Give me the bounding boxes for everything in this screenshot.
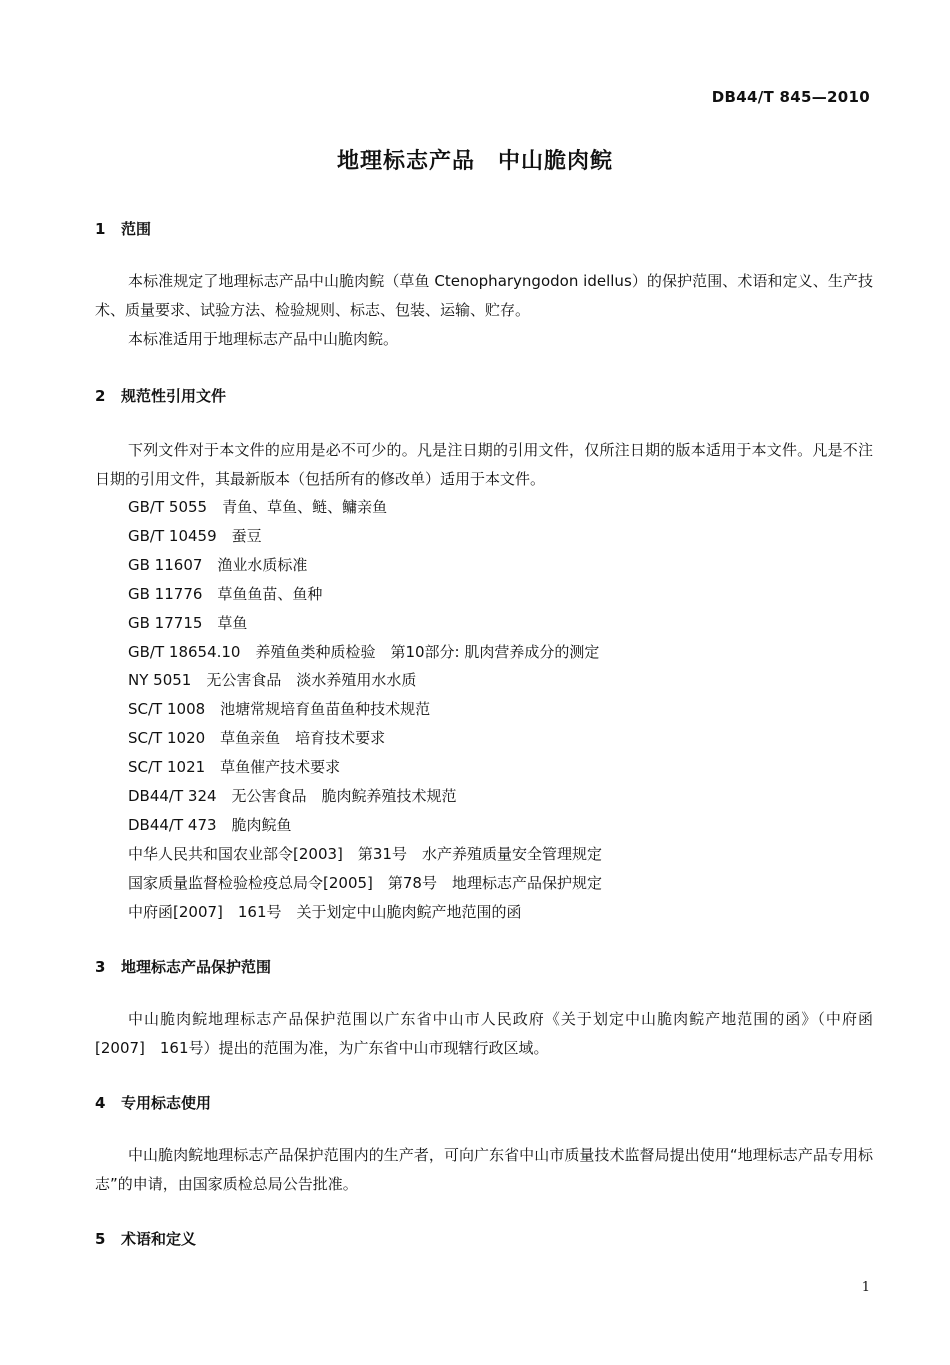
reference-item: DB44/T 473 脆肉鲩鱼 [128,815,292,834]
page-number: 1 [861,1280,870,1295]
reference-item: SC/T 1008 池塘常规培育鱼苗鱼种技术规范 [128,700,431,719]
section-5-heading [95,1228,196,1249]
section-4-heading [95,1092,211,1113]
document-title: 地理标志产品 中山脆肉鲩 [336,149,613,174]
reference-item: 中府函[2007] 161号 关于划定中山脆肉鲩产地范围的函 [128,902,522,921]
reference-item: GB/T 10459 蚕豆 [128,526,262,545]
section-1-heading [95,218,151,239]
section-number: 5 [95,1230,106,1248]
reference-item: GB/T 18654.10 养殖鱼类种质检验 第10部分: 肌肉营养成分的测定 [128,642,600,661]
section-number: 3 [95,958,106,976]
document-code: DB44/T 845—2010 [711,88,870,106]
section-number: 4 [95,1094,106,1112]
section-1-paragraph-1: 本标准规定了地理标志产品中山脆肉鲩（草鱼 Ctenopharyngodon idellus）的保护范围、术语和定义、生产技术、质量要求、试验方法、检验规则、标志、包装、运输、贮存。 [95,272,873,319]
reference-item: 中华人民共和国农业部令[2003] 第31号 水产养殖质量安全管理规定 [128,844,602,863]
reference-item: 国家质量监督检验检疫总局令[2005] 第78号 地理标志产品保护规定 [128,873,602,892]
section-1-paragraph-2: 本标准适用于地理标志产品中山脆肉鲩。 [128,330,399,348]
reference-item: DB44/T 324 无公害食品 脆肉鲩养殖技术规范 [128,787,457,806]
reference-item: GB/T 5055 青鱼、草鱼、鲢、鳙亲鱼 [128,498,388,516]
reference-item: GB 17715 草鱼 [128,613,248,632]
section-title: 专用标志使用 [121,1094,212,1112]
section-number: 2 [95,387,106,405]
section-title: 范围 [121,220,152,238]
section-2-heading [95,385,226,406]
section-2-paragraph-1: 下列文件对于本文件的应用是必不可少的。凡是注日期的引用文件，仅所注日期的版本适用于本文件。凡是不注日期的引用文件，其最新版本（包括所有的修改单）适用于本文件。 [95,441,873,488]
section-number: 1 [95,220,106,238]
reference-item: SC/T 1021 草鱼催产技术要求 [128,758,341,777]
section-title: 规范性引用文件 [121,387,227,405]
reference-item: NY 5051 无公害食品 淡水养殖用水水质 [128,671,417,690]
section-3-heading [95,956,271,977]
section-4-paragraph-1: 中山脆肉鲩地理标志产品保护范围内的生产者，可向广东省中山市质量技术监督局提出使用“地理标志产品专用标志”的申请，由国家质检总局公告批准。 [95,1146,873,1193]
section-title: 地理标志产品保护范围 [121,958,272,976]
section-3-paragraph-1: 中山脆肉鲩地理标志产品保护范围以广东省中山市人民政府《关于划定中山脆肉鲩产地范围的函》（中府函[2007] 161号）提出的范围为准，为广东省中山市现辖行政区域。 [95,1010,873,1057]
reference-list [128,493,602,927]
section-title: 术语和定义 [121,1230,197,1248]
reference-item: GB 11607 渔业水质标准 [128,555,308,574]
reference-item: GB 11776 草鱼鱼苗、鱼种 [128,584,323,603]
reference-item: SC/T 1020 草鱼亲鱼 培育技术要求 [128,729,386,748]
